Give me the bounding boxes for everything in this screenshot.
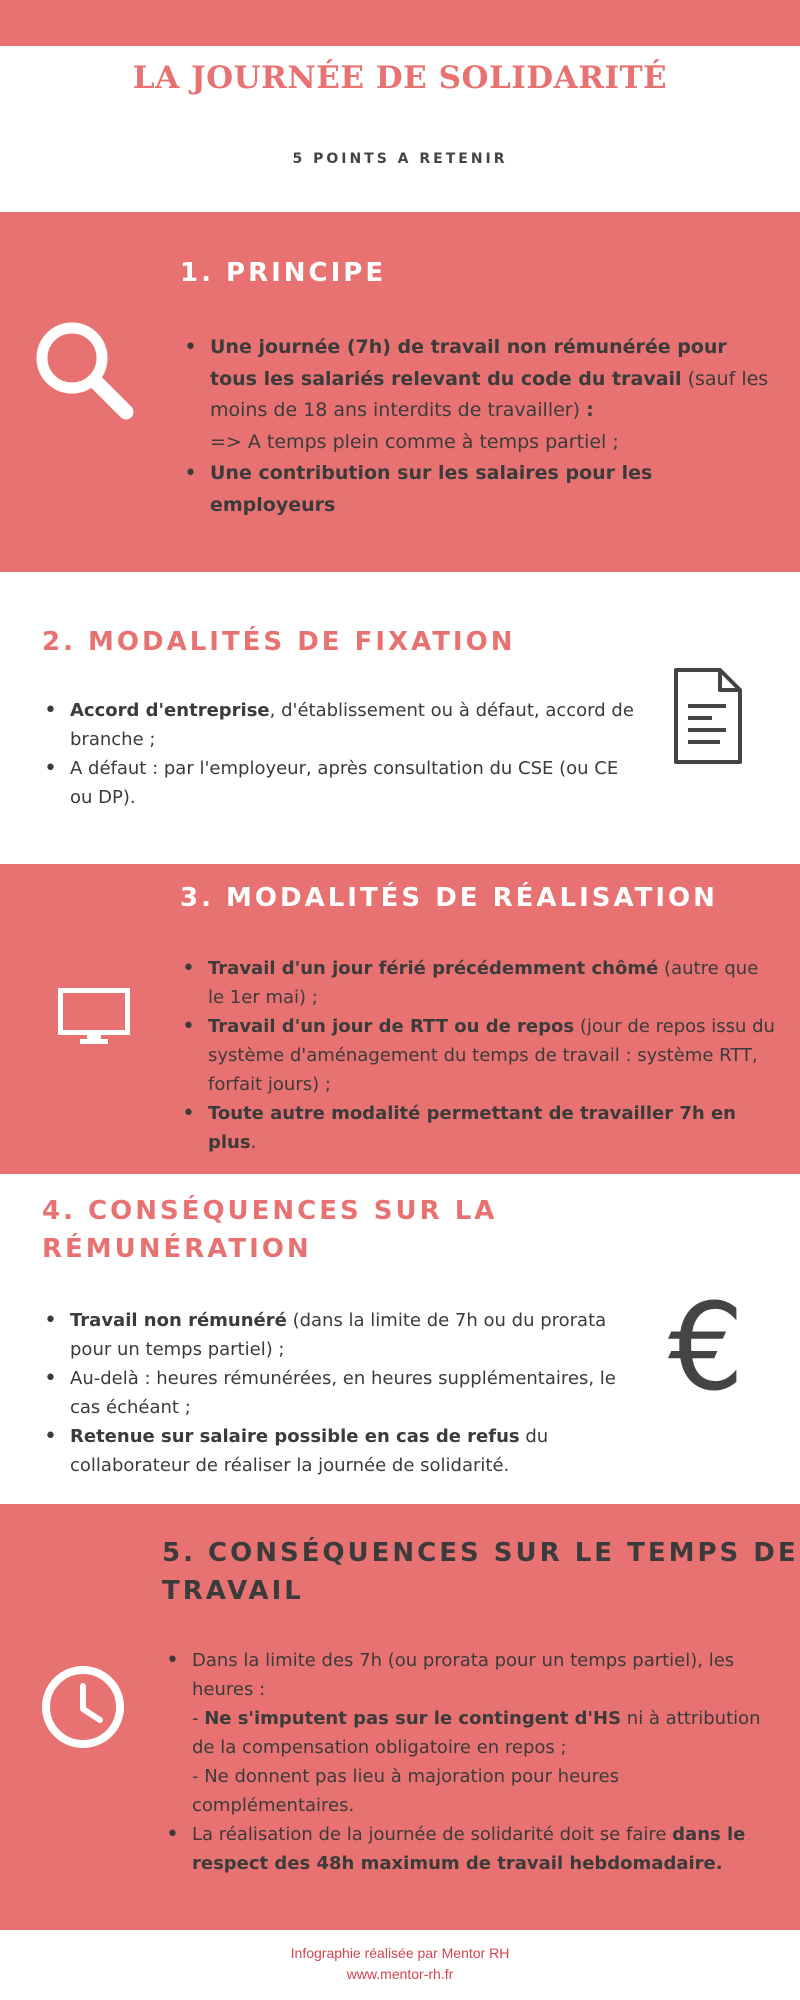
footer: [0, 1930, 800, 2000]
list-item: • Travail non rémunéré (dans la limite de 7h ou du prorata pour un temps partiel) ;: [40, 1306, 640, 1364]
section-title: 4. CONSÉQUENCES SUR LA RÉMUNÉRATION: [42, 1196, 498, 1264]
list-item: • Travail d'un jour de RTT ou de repos (jour de repos issu du système d'aménagement du temps de travail : système RTT, forfait jours) ;: [178, 1012, 778, 1099]
page-subtitle: 5 POINTS A RETENIR: [292, 151, 508, 167]
magnifier-icon: [30, 316, 140, 426]
section-remuneration: [0, 1174, 800, 1504]
list-item: • Accord d'entreprise, d'établissement ou à défaut, accord de branche ;: [40, 696, 640, 754]
section-title: 5. CONSÉQUENCES SUR LE TEMPS DE TRAVAIL: [162, 1538, 799, 1606]
top-banner: [0, 0, 800, 46]
bullet-list: [180, 332, 780, 521]
list-item: • Une journée (7h) de travail non rémunérée pour tous les salariés relevant du code du travail (sauf les moins de 18 ans interdits de travailler) : => A temps plein comme à temps partiel ;: [180, 332, 780, 458]
monitor-icon: [58, 988, 130, 1048]
footer-link[interactable]: www.mentor-rh.fr: [346, 1966, 454, 1982]
page-title: LA JOURNÉE DE SOLIDARITÉ: [132, 60, 668, 96]
list-item: • Travail d'un jour férié précédemment chômé (autre que le 1er mai) ;: [178, 954, 778, 1012]
header: [0, 46, 800, 212]
document-icon: [672, 666, 744, 766]
section-title: 1. PRINCIPE: [180, 258, 387, 288]
section-temps-travail: [0, 1504, 800, 1930]
list-item: • Une contribution sur les salaires pour les employeurs: [180, 458, 780, 521]
bullet-list: [162, 1646, 772, 1878]
footer-credit: Infographie réalisée par Mentor RH: [290, 1945, 510, 1961]
list-item: • Toute autre modalité permettant de travailler 7h en plus.: [178, 1099, 778, 1157]
bullet-list: [40, 696, 640, 812]
list-item: • A défaut : par l'employeur, après consultation du CSE (ou CE ou DP).: [40, 754, 640, 812]
list-item: • Au-delà : heures rémunérées, en heures supplémentaires, le cas échéant ;: [40, 1364, 640, 1422]
clock-icon: [40, 1664, 126, 1750]
bullet-list: [178, 954, 778, 1157]
section-title: 3. MODALITÉS DE RÉALISATION: [180, 883, 718, 913]
section-title: 2. MODALITÉS DE FIXATION: [42, 627, 516, 657]
section-realisation: [0, 864, 800, 1174]
list-item: • Dans la limite des 7h (ou prorata pour un temps partiel), les heures : - Ne s'imputent pas sur le contingent d'HS ni à attribution de la compensation obligatoire en repos ; - Ne donnent pas lieu à majoration pour heures complémentaires.: [162, 1646, 772, 1820]
list-item: • La réalisation de la journée de solidarité doit se faire dans le respect des 48h maximum de travail hebdomadaire.: [162, 1820, 772, 1878]
list-item: • Retenue sur salaire possible en cas de refus du collaborateur de réaliser la journée de solidarité.: [40, 1422, 640, 1480]
section-principe: [0, 212, 800, 572]
section-fixation: [0, 572, 800, 864]
bullet-list: [40, 1306, 640, 1480]
euro-icon: €: [668, 1279, 745, 1418]
